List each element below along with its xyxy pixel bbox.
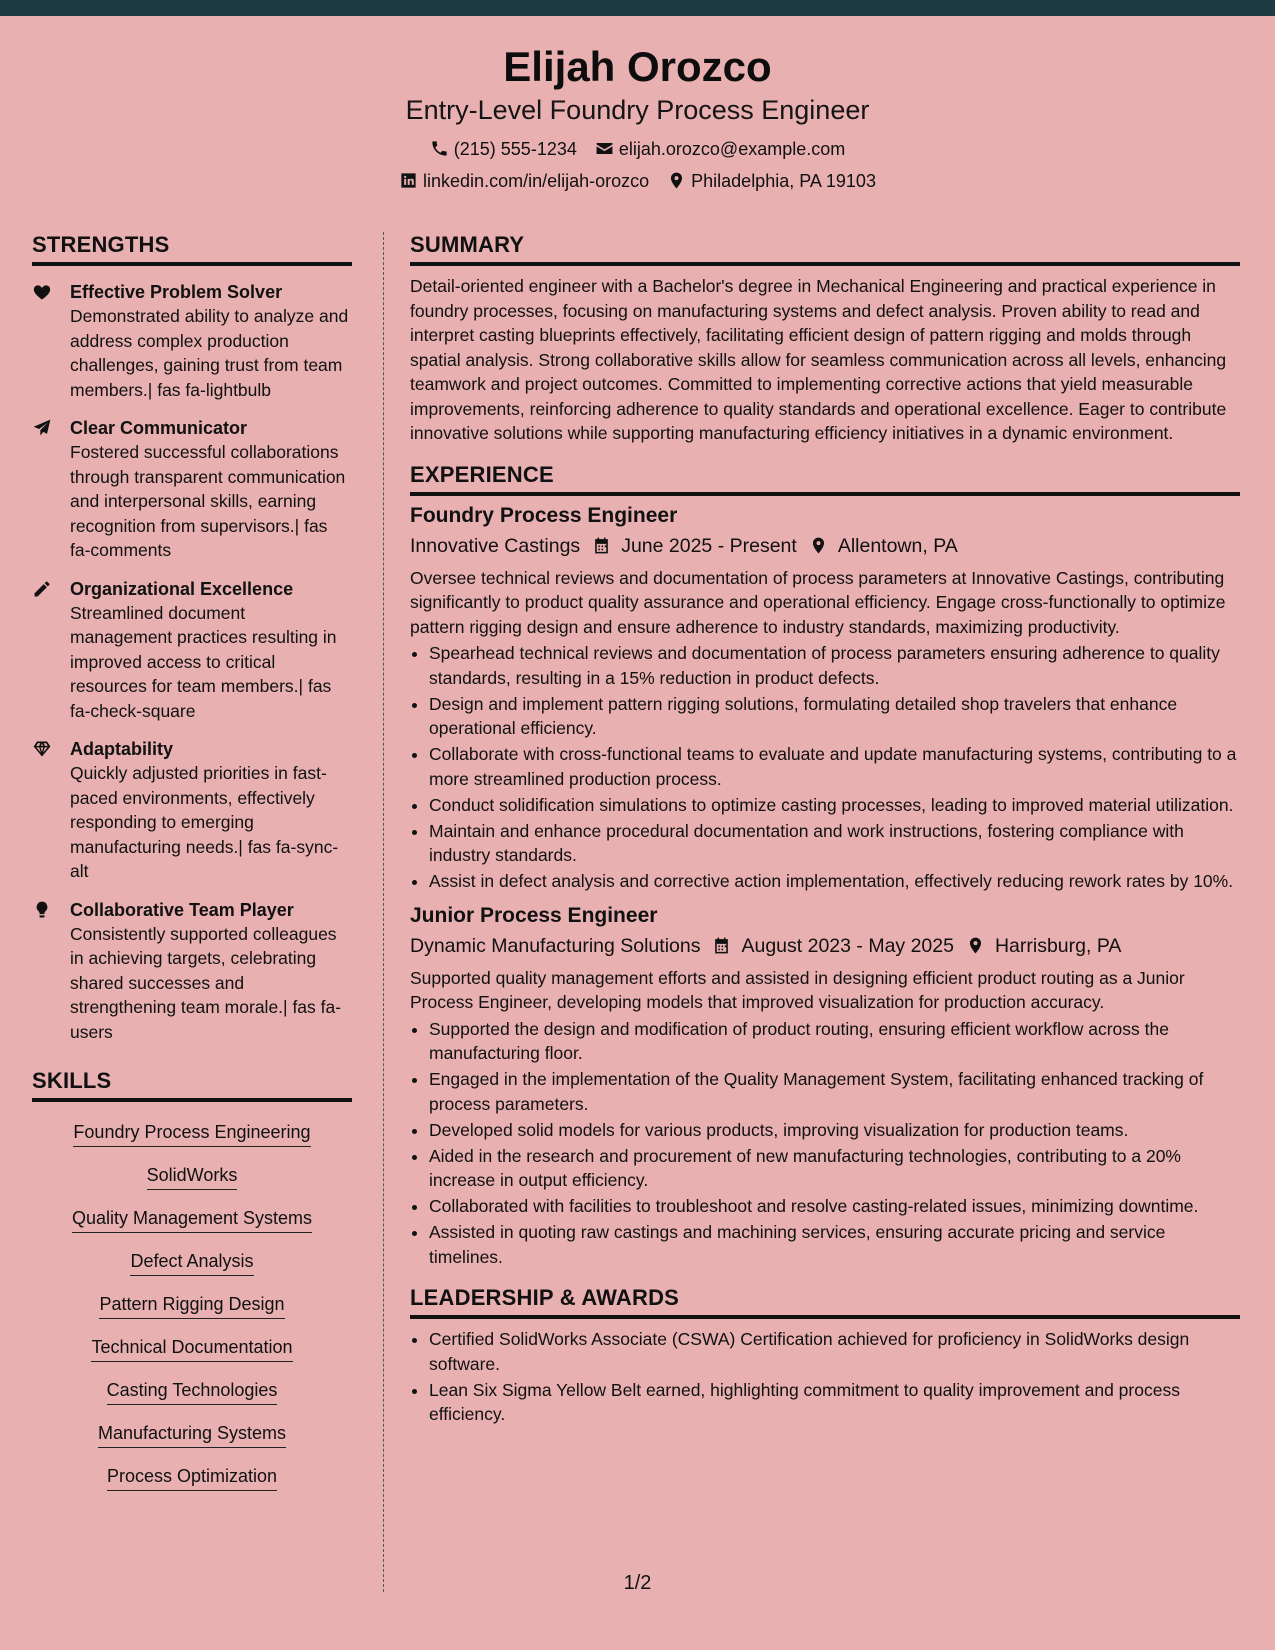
email-text[interactable]: elijah.orozco@example.com bbox=[618, 138, 846, 159]
strength-item bbox=[32, 416, 352, 563]
strengths-heading: STRENGTHS bbox=[32, 232, 352, 266]
gem-icon bbox=[32, 739, 52, 759]
envelope-icon bbox=[595, 139, 614, 158]
job-bullet: • Collaborated with facilities to troubleshoot and resolve casting-related issues, minimizing downtime. bbox=[429, 1194, 1240, 1219]
pencil-icon bbox=[32, 579, 52, 599]
skill-tag: Pattern Rigging Design bbox=[99, 1292, 284, 1319]
contact-line-2 bbox=[0, 165, 1275, 197]
skill-tag: Foundry Process Engineering bbox=[73, 1120, 310, 1147]
left-column bbox=[32, 232, 352, 1501]
skill-tag: Defect Analysis bbox=[130, 1249, 253, 1276]
linkedin-icon bbox=[399, 171, 418, 190]
summary-heading: SUMMARY bbox=[410, 232, 1240, 266]
leadership-heading: LEADERSHIP & AWARDS bbox=[410, 1285, 1240, 1319]
strength-description: Streamlined document management practices resulting in improved access to critical resources for team members.| fas fa-check-square bbox=[70, 602, 337, 721]
calendar-icon bbox=[712, 936, 731, 955]
job-entry bbox=[410, 502, 1240, 894]
summary-text: Detail-oriented engineer with a Bachelor's degree in Mechanical Engineering and practical experience in foundry processes, focusing on manufacturing systems and defect analysis. Proven ability to read and interpret casting blueprints effectively, facilitating efficient design of pattern rigging and molds through spatial analysis. Strong collaborative skills allow for seamless communication across all levels, enhancing teamwork and project outcomes. Committed to implementing corrective actions that yield measurable improvements, reinforcing adherence to quality standards and operational excellence. Eager to contribute innovative solutions while supporting manufacturing efficiency initiatives in a dynamic environment. bbox=[410, 276, 1227, 443]
strength-description: Consistently supported colleagues in achieving targets, celebrating shared successes and strengthening team morale.| fas fa-users bbox=[70, 923, 342, 1042]
job-bullet: • Supported the design and modification of product routing, ensuring efficient workflow across the manufacturing floor. bbox=[429, 1017, 1240, 1066]
experience-heading: EXPERIENCE bbox=[410, 462, 1240, 496]
skill-tag: SolidWorks bbox=[147, 1163, 238, 1190]
strength-title: Collaborative Team Player bbox=[70, 899, 294, 920]
job-company: Innovative Castings bbox=[410, 534, 581, 557]
job-bullets bbox=[410, 641, 1240, 894]
resume-header bbox=[0, 16, 1275, 191]
job-meta bbox=[410, 530, 1240, 562]
job-bullet: • Maintain and enhance procedural documentation and work instructions, fostering compliance with industry standards. bbox=[429, 819, 1240, 868]
candidate-title: Entry-Level Foundry Process Engineer bbox=[405, 95, 870, 126]
map-marker-icon bbox=[966, 936, 985, 955]
job-bullet: • Engaged in the implementation of the Quality Management System, facilitating enhanced tracking of process parameters. bbox=[429, 1067, 1240, 1116]
job-bullet: • Aided in the research and procurement of new manufacturing technologies, contributing to a 20% increase in output efficiency. bbox=[429, 1144, 1240, 1193]
lightbulb-icon bbox=[32, 900, 52, 920]
strength-item bbox=[32, 737, 352, 884]
location-text: Philadelphia, PA 19103 bbox=[691, 170, 876, 191]
job-bullet: • Developed solid models for various products, improving visualization for production teams. bbox=[429, 1118, 1240, 1143]
phone-text: (215) 555-1234 bbox=[453, 138, 577, 159]
skill-tag: Technical Documentation bbox=[91, 1335, 292, 1362]
column-divider bbox=[383, 232, 384, 1592]
strength-description: Quickly adjusted priorities in fast-paced environments, effectively responding to emerging manufacturing needs.| fas fa-sync-alt bbox=[70, 763, 339, 881]
job-company: Dynamic Manufacturing Solutions bbox=[410, 934, 701, 957]
email-contact[interactable] bbox=[595, 133, 845, 165]
location-contact bbox=[667, 165, 876, 197]
map-marker-icon bbox=[809, 536, 828, 555]
contact-line-1 bbox=[0, 133, 1275, 165]
calendar-icon bbox=[592, 536, 611, 555]
strength-description: Fostered successful collaborations through transparent communication and interpersonal skills, earning recognition from supervisors.| fas fa-comments bbox=[70, 442, 346, 560]
job-title: Junior Process Engineer bbox=[410, 903, 658, 927]
map-marker-icon bbox=[667, 171, 686, 190]
heart-icon bbox=[32, 282, 52, 302]
skill-tag: Process Optimization bbox=[107, 1464, 277, 1491]
job-bullet: • Design and implement pattern rigging solutions, formulating detailed shop travelers that enhance operational efficiency. bbox=[429, 692, 1240, 741]
job-location: Harrisburg, PA bbox=[994, 934, 1122, 957]
leadership-list bbox=[410, 1327, 1240, 1427]
strength-title: Effective Problem Solver bbox=[70, 282, 283, 302]
skill-tag: Manufacturing Systems bbox=[98, 1421, 286, 1448]
job-bullet: • Conduct solidification simulations to optimize casting processes, leading to improved material utilization. bbox=[429, 793, 1240, 818]
strength-item bbox=[32, 577, 352, 724]
job-location: Allentown, PA bbox=[837, 534, 958, 557]
strength-description: Demonstrated ability to analyze and address complex production challenges, gaining trust from team members.| fas fa-lightbulb bbox=[70, 306, 349, 400]
linkedin-contact[interactable] bbox=[399, 165, 649, 197]
job-bullet: • Spearhead technical reviews and documentation of process parameters ensuring adherence to quality standards, resulting in a 15% reduction in product defects. bbox=[429, 641, 1240, 690]
phone-icon bbox=[430, 139, 449, 158]
top-bar bbox=[0, 0, 1275, 16]
skill-tag: Quality Management Systems bbox=[72, 1206, 312, 1233]
phone-contact bbox=[430, 133, 577, 165]
award-item: • Certified SolidWorks Associate (CSWA) Certification achieved for proficiency in SolidWorks design software. bbox=[429, 1327, 1240, 1376]
award-item: • Lean Six Sigma Yellow Belt earned, highlighting commitment to quality improvement and process efficiency. bbox=[429, 1378, 1240, 1427]
strength-item bbox=[32, 898, 352, 1045]
strength-title: Clear Communicator bbox=[70, 418, 248, 438]
strength-item bbox=[32, 280, 352, 402]
job-description: Supported quality management efforts and assisted in designing efficient product routing as a Junior Process Engineer, developing models that improved visualization for production accuracy. bbox=[410, 967, 1185, 1012]
candidate-name: Elijah Orozco bbox=[503, 43, 772, 90]
job-description: Oversee technical reviews and documentation of process parameters at Innovative Castings, contributing significantly to product quality assurance and operational efficiency. Engage cross-functionally to optimize pattern rigging design and ensure adherence to industry standards, maximizing productivity. bbox=[410, 567, 1226, 637]
job-bullet: • Assist in defect analysis and corrective action implementation, effectively reducing rework rates by 10%. bbox=[429, 869, 1240, 894]
job-dates: June 2025 - Present bbox=[621, 534, 797, 557]
job-bullet: • Collaborate with cross-functional teams to evaluate and update manufacturing systems, contributing to a more streamlined production process. bbox=[429, 742, 1240, 791]
paper-plane-icon bbox=[32, 418, 52, 438]
strength-title: Organizational Excellence bbox=[70, 578, 294, 599]
skill-tag: Casting Technologies bbox=[107, 1378, 278, 1405]
job-meta bbox=[410, 930, 1240, 962]
skills-list bbox=[32, 1114, 352, 1501]
job-bullet: • Assisted in quoting raw castings and machining services, ensuring accurate pricing and service timelines. bbox=[429, 1220, 1240, 1269]
job-dates: August 2023 - May 2025 bbox=[741, 934, 954, 957]
job-title: Foundry Process Engineer bbox=[410, 503, 678, 527]
resume-body bbox=[0, 232, 1275, 1592]
page-number: 1/2 bbox=[623, 1572, 652, 1594]
strength-title: Adaptability bbox=[70, 739, 174, 759]
right-column bbox=[410, 232, 1240, 1428]
job-bullets bbox=[410, 1017, 1240, 1270]
linkedin-text[interactable]: linkedin.com/in/elijah-orozco bbox=[423, 170, 650, 191]
job-entry bbox=[410, 902, 1240, 1270]
skills-heading: SKILLS bbox=[32, 1068, 352, 1102]
